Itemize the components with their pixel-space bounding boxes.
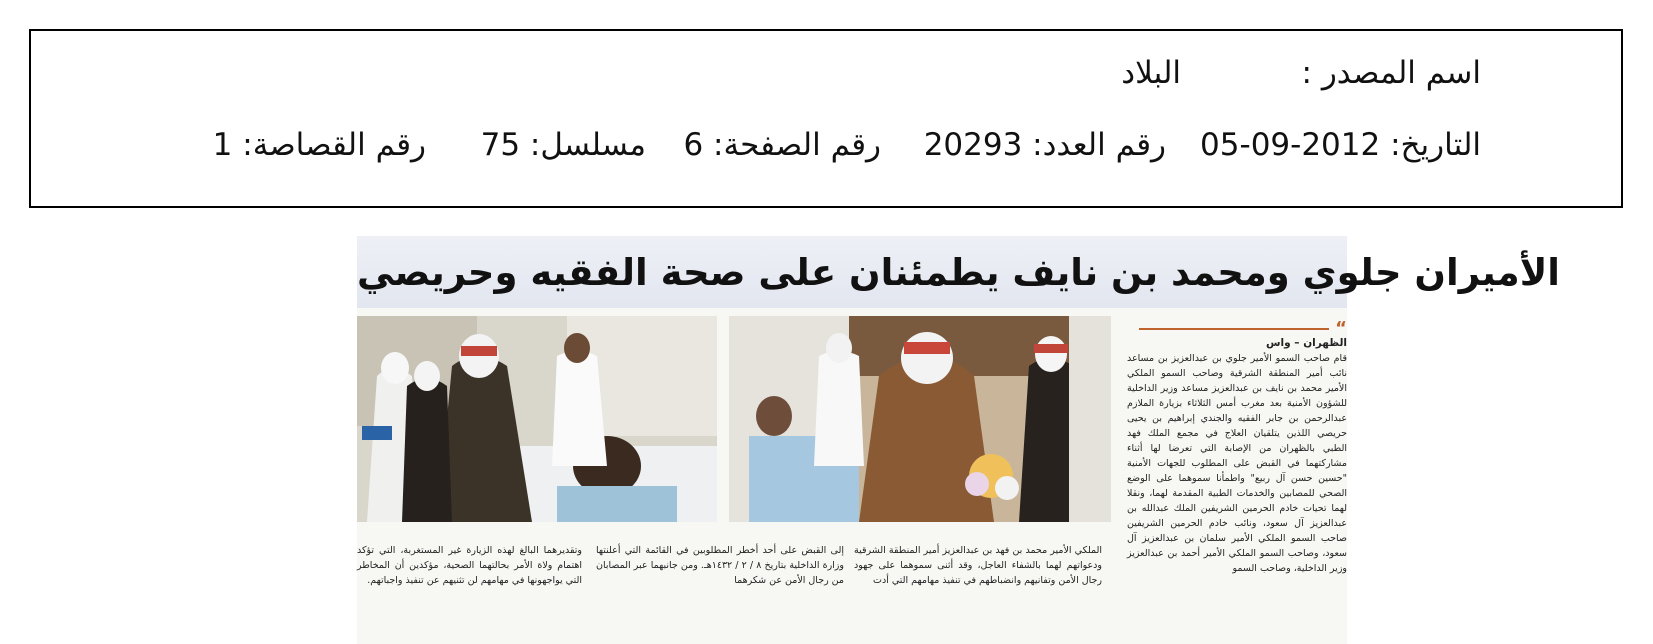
article-column-2: الملكي الأمير محمد بن فهد بن عبدالعزيز أمير المنطقة الشرقية ودعواتهم لهما بالشفاء العاجل، وقد أثنى سموهما على جهود رجال الأمن وتفانيهم وانضباطهم في تنفيذ مهامهم التي أدت — [854, 545, 1102, 586]
quote-mark-icon: “ — [1335, 318, 1347, 339]
article-column-3: إلى القبض على أحد أخطر المطلوبين في القائمة التي أعلنتها وزارة الداخلية بتاريخ ٨ / ٢ / ١٤٣٢هـ. ومن جانبهما عبر المصابان من رجال الأمن عن شكرهما — [596, 545, 844, 586]
serial-field: مسلسل: 75 — [480, 127, 646, 163]
headline-band — [357, 236, 1560, 308]
source-label: اسم المصدر : — [1301, 55, 1481, 91]
quote-accent-line — [1139, 328, 1329, 330]
article-intro-text: قام صاحب السمو الأمير جلوي بن عبدالعزيز بن مساعد نائب أمير المنطقة الشرقية وصاحب السمو الملكي الأمير محمد بن نايف بن عبدالعزيز مساعد وزير الداخلية للشؤون الأمنية بعد مغرب أمس الثلاثاء بزيارة الملازم عبدالرحمن بن جابر الفقيه والجندي إبراهيم بن يحيى حريصي اللذين يتلقيان العلاج في مجمع الملك فهد الطبي بالظهران من الإصابة التي تعرضا لها أثناء مشاركتهما في القبض على المطلوب للجهات الأمنية "حسين حسن آل ربيع" واطمأنا سموهما على الوضع الصحي للمصابين والخدمات الطبية المقدمة لهما، ونقلا لهما تحيات خادم الحرمين الشريفين الملك عبدالله بن عبدالعزيز آل سعود، ونائب خادم الحرمين الشريفين صاحب السمو الملكي الأمير سلمان بن عبدالعزيز آل سعود، وصاحب السمو الملكي الأمير أحمد بن عبدالعزيز وزير الداخلية، وصاحب السمو — [1127, 353, 1347, 574]
hospital-visit-photo-right — [729, 316, 1111, 522]
article-dateline: الظهران – واس — [1266, 337, 1347, 349]
page-number-field: رقم الصفحة: 6 — [683, 127, 881, 163]
source-value: البلاد — [1121, 55, 1181, 91]
article-column-1 — [1127, 336, 1347, 644]
article-column-4: وتقديرهما البالغ لهذه الزيارة غير المستغربة، التي تؤكد اهتمام ولاة الأمر بحالتهما الصحية، مؤكدين أن المخاطر التي يواجهونها في مهامهم لن تثنيهم عن تنفيذ واجباتهم. — [357, 545, 582, 586]
clip-number-field: رقم القصاصة: 1 — [212, 127, 426, 163]
date-field: التاريخ: 2012-09-05 — [1200, 127, 1481, 163]
issue-number-field: رقم العدد: 20293 — [923, 127, 1166, 163]
newspaper-clipping — [357, 236, 1560, 644]
hospital-visit-photo-left — [357, 316, 717, 522]
source-info-box — [29, 29, 1623, 208]
article-headline: الأميران جلوي ومحمد بن نايف يطمئنان على صحة الفقيه وحريصي — [357, 250, 1560, 294]
